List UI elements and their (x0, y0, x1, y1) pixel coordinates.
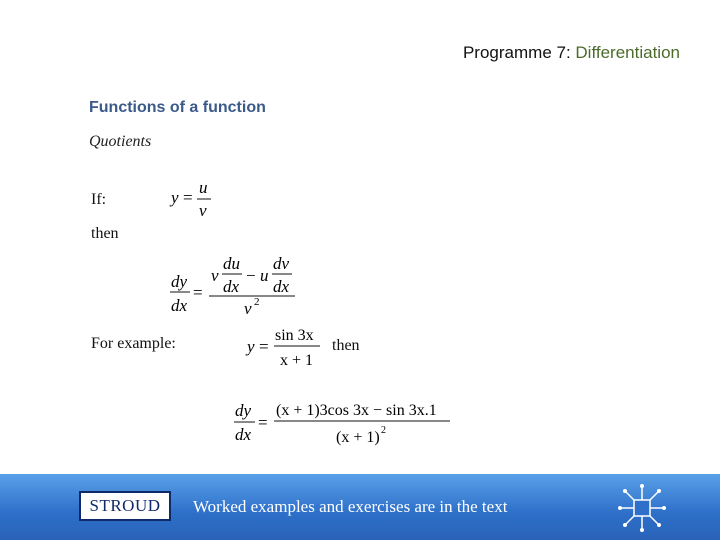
result-lhs-numerator: dy (235, 401, 252, 420)
for-example-label: For example: (91, 335, 176, 352)
result-equals: = (258, 413, 268, 432)
programme-number: Programme 7: (462, 43, 571, 62)
example-numerator: sin 3x (275, 327, 314, 344)
if-label: If: (91, 191, 107, 208)
example-lhs: y (247, 337, 255, 356)
result-denominator-exponent: 2 (381, 425, 386, 436)
programme-topic: Differentiation (575, 43, 680, 62)
example-equals: = (259, 337, 269, 356)
if-formula (168, 178, 228, 222)
rule-dx-second: dx (273, 277, 290, 296)
example-denominator: x + 1 (280, 352, 314, 369)
result-numerator: (x + 1)3cos 3x − sin 3x.1 (276, 402, 437, 419)
then-inline-label: then (332, 337, 360, 354)
if-formula-equals: = (183, 188, 193, 207)
if-formula-lhs: y (171, 188, 179, 207)
result-lhs-denominator: dx (235, 425, 252, 444)
rule-dx-first: dx (223, 277, 240, 296)
rule-denominator-v: v (244, 299, 252, 318)
if-formula-denominator: v (199, 201, 207, 220)
rule-v: v (211, 266, 219, 285)
section-title: Functions of a function (89, 99, 266, 116)
rule-u: u (260, 266, 269, 285)
stroud-logo: STROUD (79, 491, 171, 521)
if-formula-numerator: u (199, 178, 208, 197)
result-denominator: (x + 1) (336, 429, 380, 446)
footer-note: Worked examples and exercises are in the text (193, 497, 508, 516)
subtitle: Quotients (89, 133, 152, 150)
rule-dv: dv (273, 254, 290, 273)
rule-lhs-denominator: dx (171, 296, 188, 315)
quotient-rule-formula (168, 250, 308, 320)
rule-equals: = (193, 283, 203, 302)
example-formula (244, 322, 334, 372)
rule-du: du (223, 254, 240, 273)
rule-lhs-numerator: dy (171, 272, 188, 291)
rule-minus: − (246, 266, 256, 285)
programme-header (463, 43, 680, 63)
example-result-formula (234, 396, 458, 450)
network-icon (616, 482, 668, 534)
rule-denominator-exponent: 2 (254, 296, 260, 308)
then-label: then (91, 225, 119, 242)
